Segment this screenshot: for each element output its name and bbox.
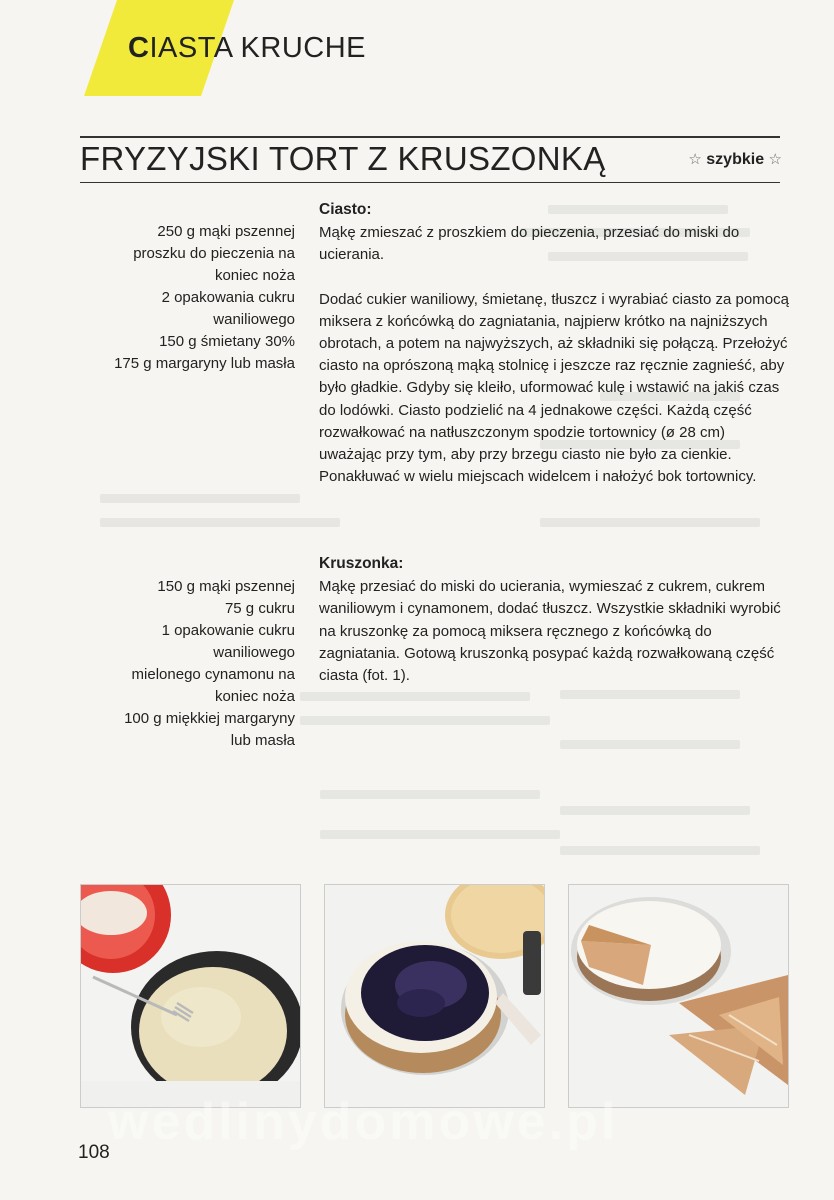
watermark: wedlinydomowe.pl bbox=[108, 1093, 619, 1151]
quick-badge bbox=[688, 150, 782, 169]
ingredient-line: 175 g margaryny lub masła bbox=[114, 355, 295, 372]
title-rule-bottom bbox=[80, 182, 780, 183]
crumble-ingredients bbox=[90, 576, 295, 752]
chapter-title-initial: C bbox=[128, 32, 150, 64]
ingredient-line: lub masła bbox=[230, 732, 295, 749]
star-icon: ☆ bbox=[688, 151, 702, 168]
dough-heading: Ciasto: bbox=[319, 201, 372, 218]
ingredient-line: 1 opakowanie cukru bbox=[161, 622, 295, 639]
ingredient-line: waniliowego bbox=[213, 644, 295, 661]
ingredient-line: waniliowego bbox=[213, 311, 295, 328]
ingredient-line: koniec noża bbox=[214, 688, 295, 705]
dough-instructions bbox=[319, 199, 789, 510]
quick-badge-label: szybkie bbox=[706, 151, 765, 168]
ingredient-line: proszku do pieczenia na bbox=[133, 245, 295, 262]
chapter-title-rest: IASTA KRUCHE bbox=[149, 32, 367, 64]
recipe-title: FRYZYJSKI TORT Z KRUSZONKĄ bbox=[80, 140, 606, 177]
crumble-instructions bbox=[319, 553, 789, 709]
dough-step: Dodać cukier waniliowy, śmietanę, tłuszcz i wyrabiać ciasto za pomocą miksera z końcówką do zagniatania, najpierw krótko na najniższych obrotach, a potem na najwyższych, aż składniki się połączą. Przełożyć ciasto na oprószoną mąką stolnicę i jeszcze raz ręcznie zagnieść, aby było gładkie. Gdyby się kleiło, uformować kulę i wstawić na jakiś czas do lodówki. Ciasto podzielić na 4 jednakowe części. Każdą część rozwałkować na natłuszczonym spodzie tortownicy (ø 28 cm) uważając przy tym, aby przy brzegu ciasto nie było za cienkie. Ponakłuwać w wielu miejscach widelcem i nałożyć bok tortownicy. bbox=[319, 290, 789, 486]
photo-layered-cake-pieces bbox=[568, 884, 789, 1108]
ingredient-line: 250 g mąki pszennej bbox=[157, 223, 295, 240]
ingredient-line: mielonego cynamonu na bbox=[131, 666, 295, 683]
chapter-title bbox=[128, 32, 366, 65]
photo-cake-with-plum-layer bbox=[324, 884, 545, 1108]
ingredient-line: 150 g mąki pszennej bbox=[157, 578, 295, 595]
ingredient-line: 150 g śmietany 30% bbox=[159, 333, 295, 350]
ingredient-line: 100 g miękkiej margaryny bbox=[124, 710, 295, 727]
dough-step: Mąkę zmieszać z proszkiem do pieczenia, przesiać do miski do ucierania. bbox=[319, 224, 740, 264]
dough-ingredients bbox=[90, 221, 295, 375]
page-number: 108 bbox=[78, 1142, 110, 1163]
star-icon: ☆ bbox=[768, 151, 782, 168]
ingredient-line: 2 opakowania cukru bbox=[161, 289, 295, 306]
photo-crumble-in-tin bbox=[80, 884, 301, 1108]
crumble-heading: Kruszonka: bbox=[319, 555, 404, 572]
title-rule-top bbox=[80, 136, 780, 138]
ingredient-line: koniec noża bbox=[214, 267, 295, 284]
ingredient-line: 75 g cukru bbox=[224, 600, 295, 617]
crumble-step: Mąkę przesiać do miski do ucierania, wymieszać z cukrem, cukrem waniliowym i cynamonem, dodać tłuszcz. Wszystkie składniki wyrobić na kruszonkę za pomocą miksera ręcznego z końcówką do zagniatania. Gotową kruszonką posypać każdą rozwałkowaną część ciasta (fot. 1). bbox=[319, 578, 781, 685]
